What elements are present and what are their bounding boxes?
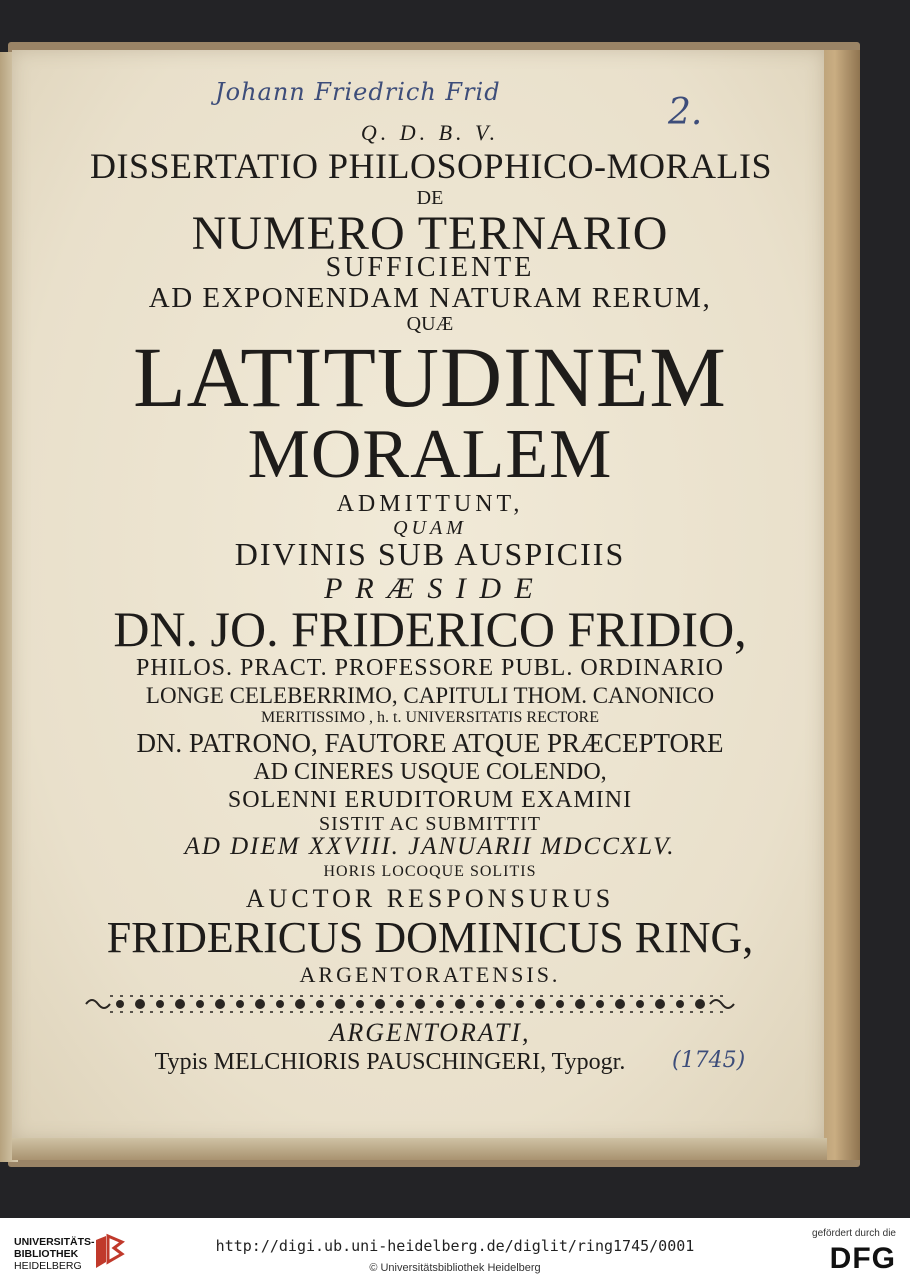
copyright-notice: © Universitätsbibliothek Heidelberg [369, 1262, 541, 1274]
permalink-url[interactable]: http://digi.ub.uni-heidelberg.de/diglit/ring1745/0001 [215, 1237, 695, 1255]
argentoratensis: ARGENTORATENSIS. [299, 962, 561, 987]
latitudinem: LATITUDINEM [133, 329, 727, 425]
printer-line: Typis MELCHIORIS PAUSCHINGERI, Typogr. [154, 1049, 626, 1075]
page-bottom-edge [12, 1138, 827, 1160]
meritissimo-line: MERITISSIMO , h. t. UNIVERSITATIS RECTORE [261, 709, 599, 726]
praeses-name: DN. JO. FRIDERICO FRIDIO, [113, 601, 747, 657]
dissertation-heading: DISSERTATIO PHILOSOPHICO-MORALIS [90, 146, 772, 186]
de-line: DE [416, 187, 444, 209]
logo-line-2: BIBLIOTHEK [14, 1248, 79, 1260]
respondent-name: FRIDERICUS DOMINICUS RING, [106, 913, 754, 962]
auctor-line: AUCTOR RESPONSURUS [245, 884, 615, 913]
dfg-logo[interactable]: DFG [829, 1242, 896, 1275]
quae-line: QUÆ [406, 313, 454, 335]
book-cover-edge [818, 50, 860, 1160]
ornament-border [80, 992, 740, 1016]
divinis-line: DIVINIS SUB AUSPICIIS [234, 536, 626, 572]
argentorati: ARGENTORATI, [329, 1018, 531, 1047]
numero-ternario: NUMERO TERNARIO [191, 207, 669, 260]
examini-line: SOLENNI ERUDITORUM EXAMINI [227, 787, 633, 813]
horis-line: HORIS LOCOQUE SOLITIS [323, 863, 537, 880]
philos-line: PHILOS. PRACT. PROFESSORE PUBL. ORDINARIO [136, 655, 724, 681]
sufficiente: SUFFICIENTE [325, 252, 535, 283]
handwritten-number: 2. [668, 92, 703, 133]
handwritten-year: (1745) [672, 1048, 746, 1073]
exponendam-line: AD EXPONENDAM NATURAM RERUM, [148, 282, 712, 314]
celeberrimo-line: LONGE CELEBERRIMO, CAPITULI THOM. CANONICO [145, 683, 715, 708]
moralem: MORALEM [247, 416, 613, 493]
cineres-line: AD CINERES USQUE COLENDO, [253, 759, 607, 785]
admittunt: ADMITTUNT, [336, 491, 524, 517]
submittit-line: SISTIT AC SUBMITTIT [319, 813, 541, 835]
dfg-funded-label: gefördert durch die [812, 1228, 896, 1239]
patrono-line: DN. PATRONO, FAUTORE ATQUE PRÆCEPTORE [136, 728, 724, 758]
logo-line-1: UNIVERSITÄTS- [14, 1236, 95, 1248]
qdbv-line: Q. D. B. V. [360, 120, 500, 145]
quam-line: QUAM [393, 517, 467, 539]
handwritten-name: Johann Friedrich Frid [215, 78, 501, 106]
praeside-line: P R Æ S I D E [324, 572, 536, 605]
logo-line-3: HEIDELBERG [14, 1260, 82, 1272]
date-line: AD DIEM XXVIII. JANUARII MDCCXLV. [184, 833, 676, 860]
